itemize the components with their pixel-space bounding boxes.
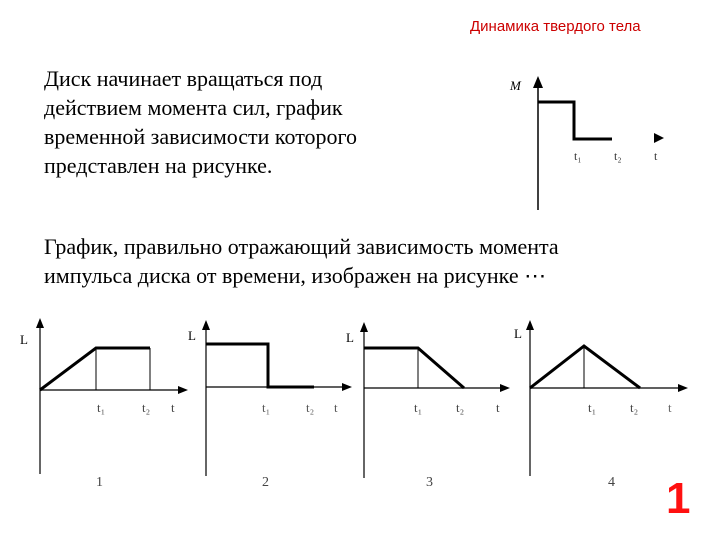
- l-axis-arrow-icon: [202, 320, 210, 330]
- option-graph-3: [338, 318, 518, 494]
- header-title: Динамика твердого тела: [470, 18, 641, 35]
- l-axis-label: L: [346, 330, 354, 345]
- t-axis-label: t: [171, 400, 175, 415]
- t2-label: t₂: [142, 400, 151, 415]
- question-line: импульса диска от времени, изображен на рисунке ⋯: [44, 263, 547, 288]
- l-axis-label: L: [188, 328, 196, 343]
- t1-label: t₁: [574, 149, 582, 163]
- momentum-line: [206, 344, 314, 387]
- option-graph-4: [504, 316, 694, 492]
- t1-label: t₁: [414, 400, 423, 415]
- problem-line: временной зависимости которого: [44, 124, 358, 149]
- option-number: 4: [608, 475, 615, 490]
- momentum-line: [364, 348, 464, 388]
- t1-label: t₁: [262, 400, 271, 415]
- t-axis-label: t: [668, 400, 672, 415]
- momentum-line: [40, 348, 150, 390]
- l-axis-arrow-icon: [526, 320, 534, 330]
- page-number: 1: [666, 474, 691, 523]
- l-axis-label: L: [514, 326, 522, 341]
- t-axis-label: t: [334, 400, 338, 415]
- l-axis-arrow-icon: [36, 318, 44, 328]
- t-axis-label: t: [496, 400, 500, 415]
- t1-label: t₁: [588, 400, 597, 415]
- option-number: 2: [262, 475, 269, 490]
- t2-label: t₂: [306, 400, 315, 415]
- option-graph-1: [14, 314, 194, 490]
- option-graph-2: [180, 316, 360, 492]
- torque-line: [538, 102, 612, 139]
- t-axis-arrow-icon: [654, 133, 664, 143]
- question-line: График, правильно отражающий зависимость момента: [44, 234, 559, 259]
- problem-line: Диск начинает вращаться под: [44, 66, 323, 91]
- m-axis-label: M: [510, 78, 521, 93]
- t1-label: t₁: [97, 400, 106, 415]
- problem-line: действием момента сил, график: [44, 95, 343, 120]
- t-axis-arrow-icon: [678, 384, 688, 392]
- t-axis-label: t: [654, 149, 658, 163]
- momentum-line: [530, 346, 640, 388]
- option-number: 3: [426, 475, 433, 490]
- m-axis-arrow-icon: [533, 76, 543, 88]
- t2-label: t₂: [456, 400, 465, 415]
- l-axis-label: L: [20, 332, 28, 347]
- torque-graph: [498, 72, 678, 212]
- t2-label: t₂: [614, 149, 622, 163]
- l-axis-arrow-icon: [360, 322, 368, 332]
- t2-label: t₂: [630, 400, 639, 415]
- problem-line: представлен на рисунке.: [44, 153, 273, 178]
- option-number: 1: [96, 475, 103, 490]
